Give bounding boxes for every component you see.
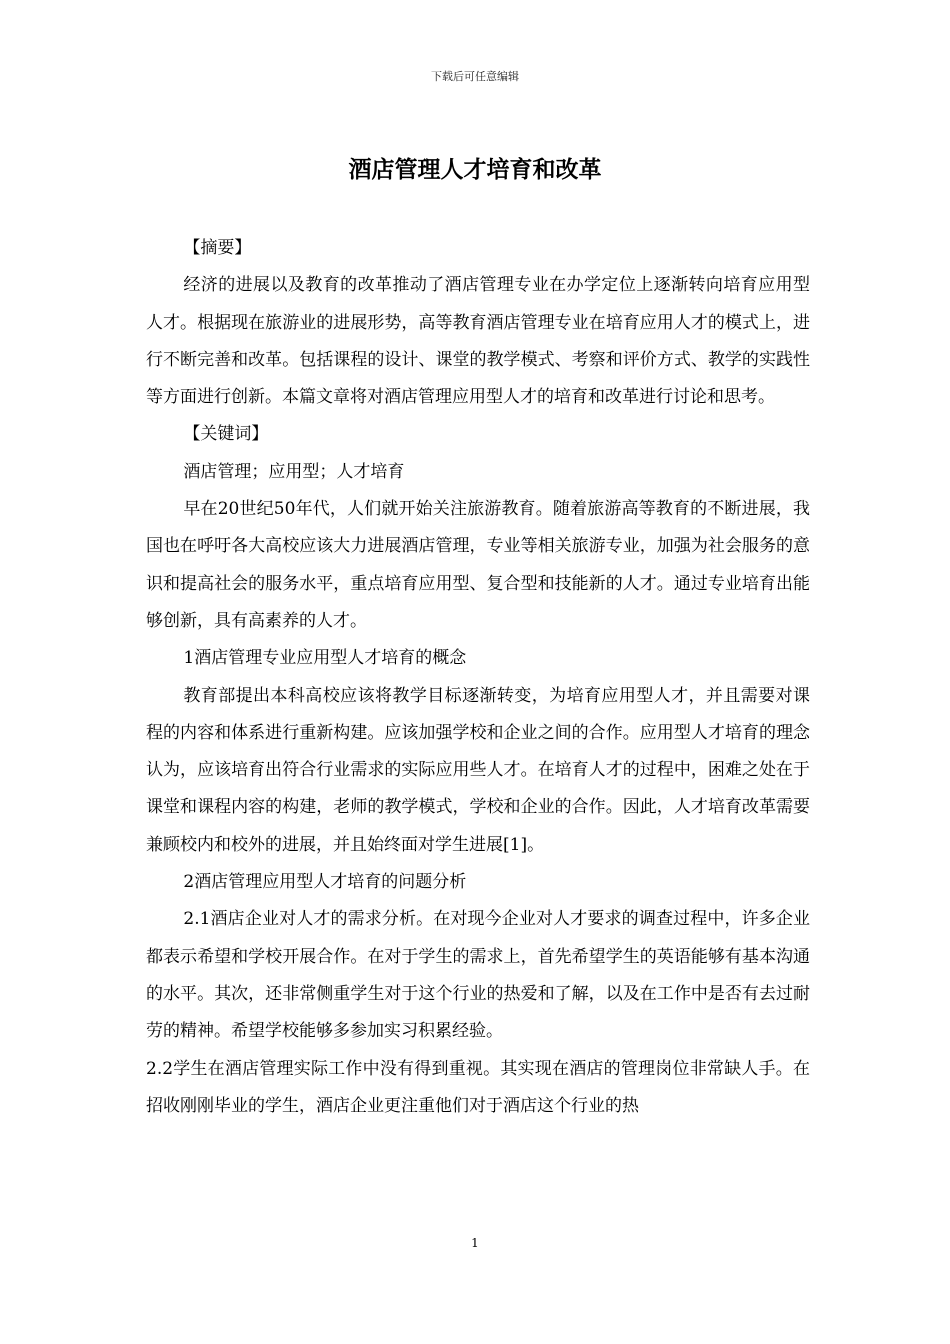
document-body [146,230,810,1125]
keywords-paragraph: 酒店管理；应用型；人才培育 [183,461,405,482]
section-2-2-paragraph: 2.2学生在酒店管理实际工作中没有得到重视。其实现在酒店的管理岗位非常缺人手。在招收刚刚毕业的学生，酒店企业更注重他们对于酒店这个行业的热 [146,1058,810,1116]
section-1-heading: 1酒店管理专业应用型人才培育的概念 [183,648,467,669]
document-title: 酒店管理人才培育和改革 [348,156,602,183]
section-2-1-paragraph: 2.1酒店企业对人才的需求分析。在对现今企业对人才要求的调查过程中，许多企业都表示希望和学校开展合作。在对于学生的需求上，首先希望学生的英语能够有基本沟通的水平。其次，还非常侧重学生对于这个行业的热爱和了解，以及在工作中是否有去过耐劳的精神。希望学校能够多参加实习积累经验。 [146,909,810,1042]
intro-paragraph: 早在20世纪50年代，人们就开始关注旅游教育。随着旅游高等教育的不断进展，我国也在呼吁各大高校应该大力进展酒店管理，专业等相关旅游专业，加强为社会服务的意识和提高社会的服务水平，重点培育应用型、复合型和技能新的人才。通过专业培育出能够创新，具有高素养的人才。 [146,499,810,631]
page-header-note: 下载后可任意编辑 [431,70,519,83]
section-1-paragraph: 教育部提出本科高校应该将教学目标逐渐转变，为培育应用型人才，并且需要对课程的内容和体系进行重新构建。应该加强学校和企业之间的合作。应用型人才培育的理念认为，应该培育出符合行业需求的实际应用些人才。在培育人才的过程中，困难之处在于课堂和课程内容的构建，老师的教学模式，学校和企业的合作。因此，人才培育改革需要兼顾校内和校外的进展，并且始终面对学生进展[1]。 [146,685,810,855]
section-2-heading: 2酒店管理应用型人才培育的问题分析 [183,872,467,893]
keywords-heading: 【关键词】 [183,424,269,445]
page-number: 1 [471,1236,479,1250]
abstract-paragraph: 经济的进展以及教育的改革推动了酒店管理专业在办学定位上逐渐转向培育应用型人才。根据现在旅游业的进展形势，高等教育酒店管理专业在培育应用人才的模式上，进行不断完善和改革。包括课程的设计、课堂的教学模式、考察和评价方式、教学的实践性等方面进行创新。本篇文章将对酒店管理应用型人才的培育和改革进行讨论和思考。 [146,275,810,408]
abstract-heading: 【摘要】 [183,238,252,258]
